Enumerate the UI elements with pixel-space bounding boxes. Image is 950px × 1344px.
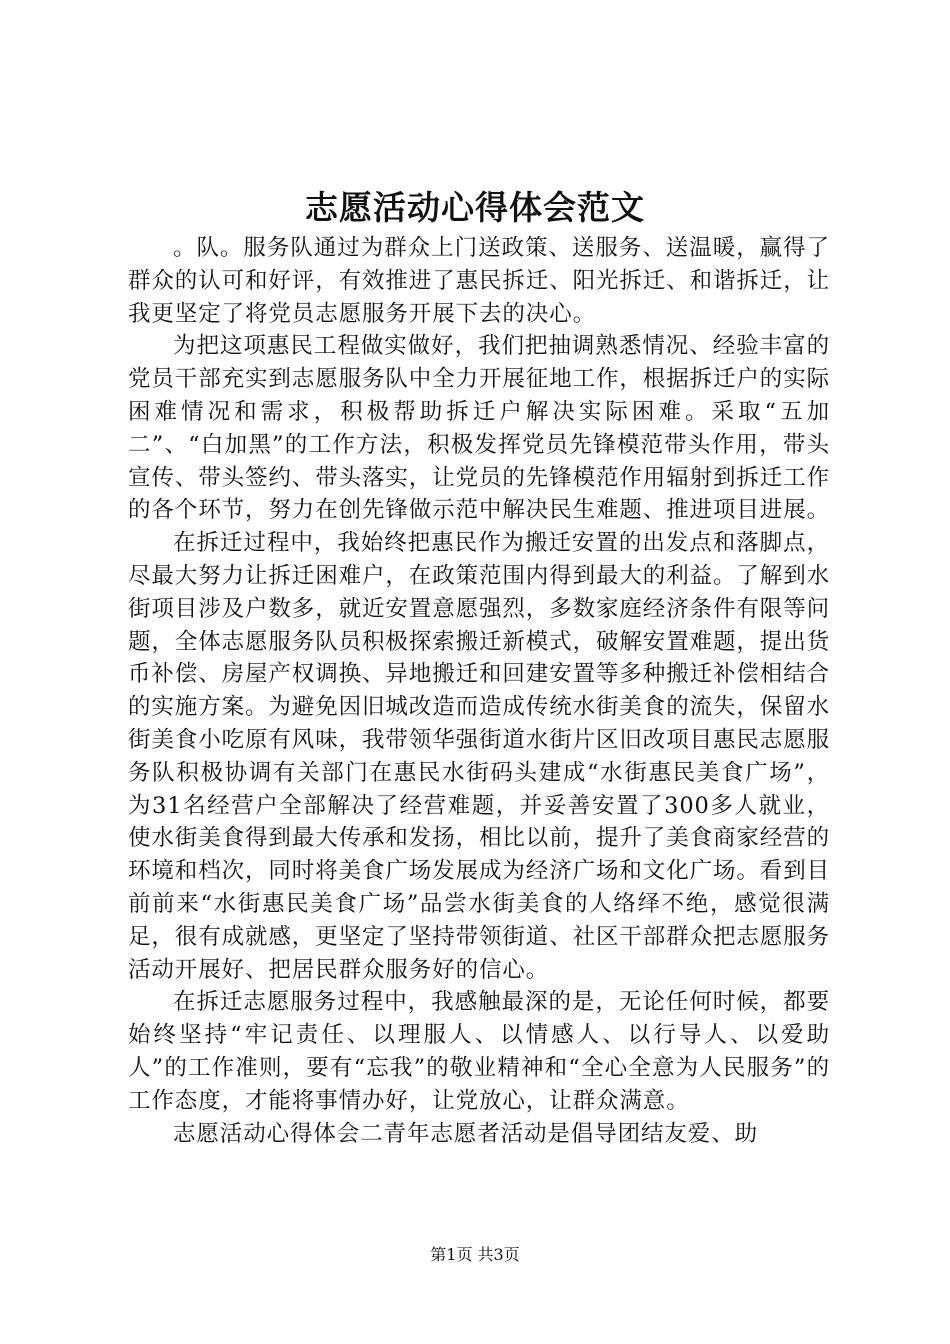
paragraph-3: 在拆迁过程中，我始终把惠民作为搬迁安置的出发点和落脚点，尽最大努力让拆迁困难户，在政策范围内得到最大的利益。了解到水街项目涉及户数多，就近安置意愿强烈，多数家庭经济条件有限等问题，全体志愿服务队员积极探索搬迁新模式，破解安置难题，提出货币补偿、房屋产权调换、异地搬迁和回建安置等多种搬迁补偿相结合的实施方案。为避免因旧城改造而造成传统水街美食的流失，保留水街美食小吃原有风味，我带领华强街道水街片区旧改项目惠民志愿服务队积极协调有关部门在惠民水街码头建成“水街惠民美食广场”，为31名经营户全部解决了经营难题，并妥善安置了300多人就业，使水街美食得到最大传承和发扬，相比以前，提升了美食商家经营的环境和档次，同时将美食广场发展成为经济广场和文化广场。看到目前前来“水街惠民美食广场”品尝水街美食的人络绎不绝，感觉很满足，很有成就感，更坚定了坚持带领街道、社区干部群众把志愿服务活动开展好、把居民群众服务好的信心。 [128, 530, 831, 983]
document-body [128, 232, 830, 1150]
paragraph-5: 志愿活动心得体会二青年志愿者活动是倡导团结友爱、助 [173, 1120, 759, 1147]
page-number-footer: 第1页 共3页 [430, 1245, 520, 1264]
paragraph-2: 为把这项惠民工程做实做好，我们把抽调熟悉情况、经验丰富的党员干部充实到志愿服务队中全力开展征地工作，根据拆迁户的实际困难情况和需求，积极帮助拆迁户解决实际困难。采取“五加二”、“白加黑”的工作方法，积极发挥党员先锋模范带头作用，带头宣传、带头签约、带头落实，让党员的先锋模范作用辐射到拆迁工作的各个环节，努力在创先锋做示范中解决民生难题、推进项目进展。 [128, 333, 831, 524]
document-title: 志愿活动心得体会范文 [305, 188, 645, 227]
paragraph-1: 。队。服务队通过为群众上门送政策、送服务、送温暖，赢得了群众的认可和好评，有效推进了惠民拆迁、阳光拆迁、和谐拆迁，让我更坚定了将党员志愿服务开展下去的决心。 [128, 235, 831, 327]
paragraph-4: 在拆迁志愿服务过程中，我感触最深的是，无论任何时候，都要始终坚持“牢记责任、以理服人、以情感人、以行导人、以爱助人”的工作准则，要有“忘我”的敬业精神和“全心全意为人民服务”的工作态度，才能将事情办好，让党放心，让群众满意。 [128, 989, 830, 1114]
